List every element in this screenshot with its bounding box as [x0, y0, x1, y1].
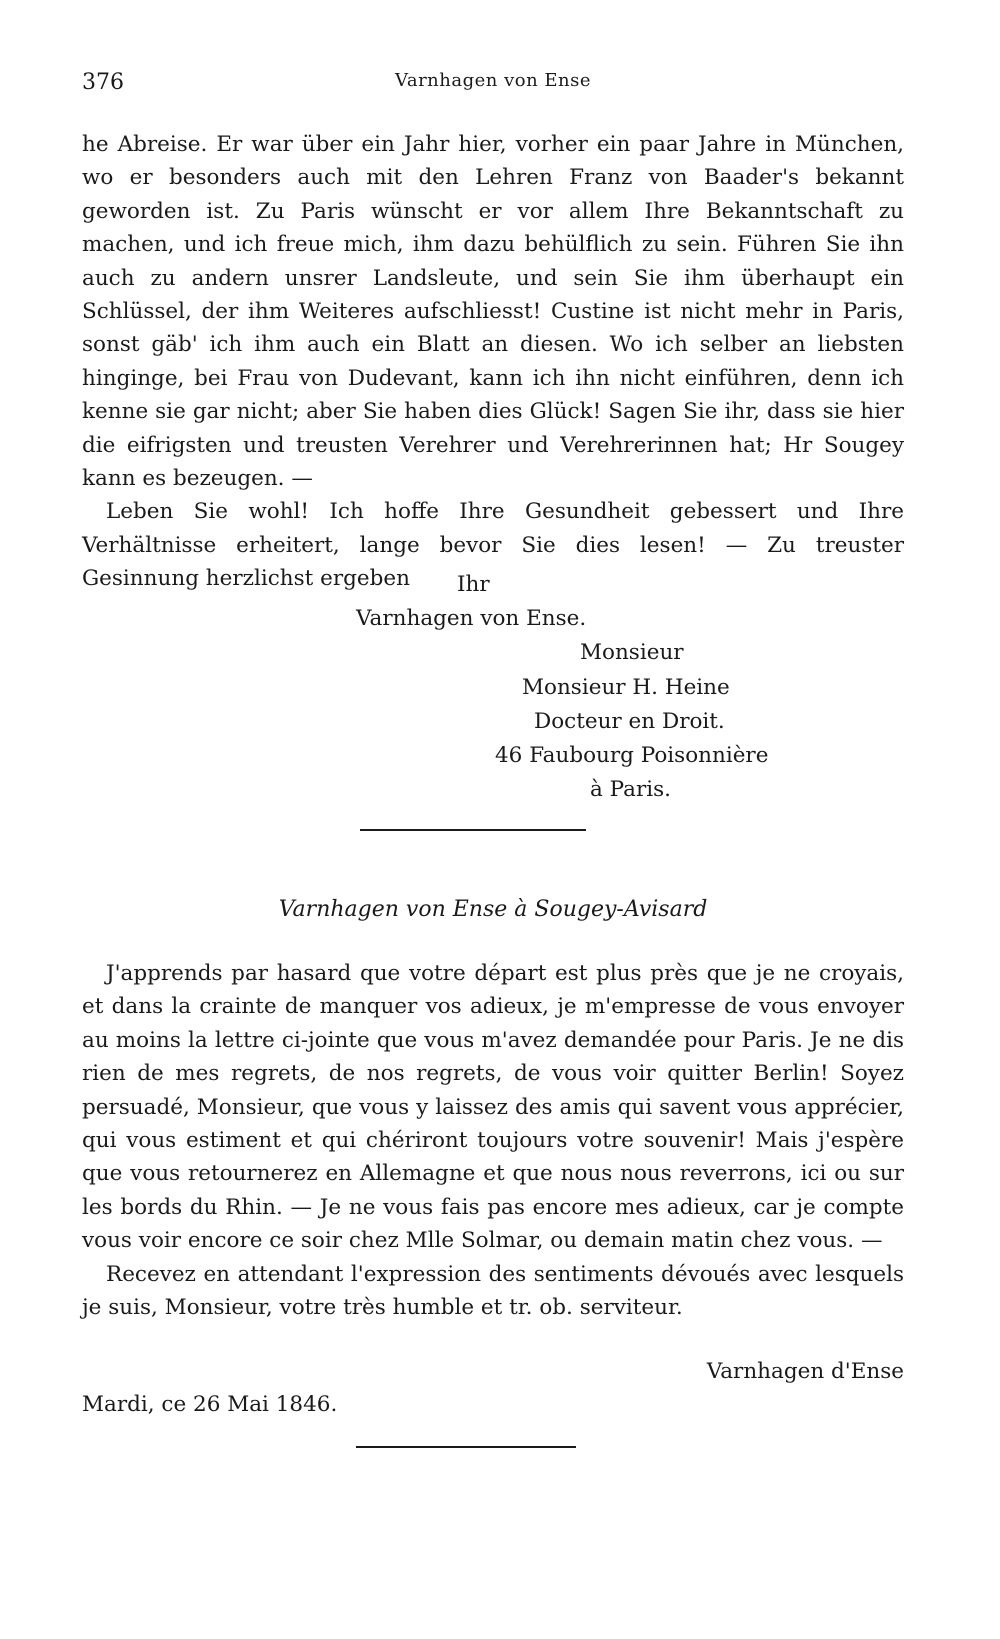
letter1-paragraph-1: he Abreise. Er war über ein Jahr hier, vorher ein paar Jahre in München, wo er besonders auch mit den Lehren Franz von Baader's bekannt geworden ist. Zu Paris wünscht er vor allem Ihre Bekanntschaft zu machen, und ich freue mich, ihm dazu behülflich zu sein. Führen Sie ihn auch zu andern unsrer Landsleute, und sein Sie ihm überhaupt ein Schlüssel, der ihm Weiteres aufschliesst! Custine ist nicht mehr in Paris, sonst gäb' ich ihm auch ein Blatt an diesen. Wo ich selber an liebsten hinginge, bei Frau von Dudevant, kann ich ihn nicht einführen, denn ich kenne sie gar nicht; aber Sie haben dies Glück! Sagen Sie ihr, dass sie hier die eifrigsten und treusten Verehrer und Verehrerinnen hat; Hr Sougey kann es bezeugen. —	[82, 132, 904, 492]
letter2-paragraph-1: J'apprends par hasard que votre départ est plus près que je ne croyais, et dans la crainte de manquer vos adieux, je m'empresse de vous envoyer au moins la lettre ci-jointe que vous m'avez demandée pour Paris. Je ne dis rien de mes regrets, de nos regrets, de vous voir quitter Berlin! Soyez persuadé, Monsieur, que vous y laissez des amis qui savent vous apprécier, qui vous estiment et qui chériront toujours votre souvenir! Mais j'espère que vous retournerez en Allemagne et que nous nous reverrons, ici ou sur les bords du Rhin. — Je ne vous fais pas encore mes adieux, car je compte vous voir encore ce soir chez Mlle Solmar, ou demain matin chez vous. —	[82, 961, 904, 1254]
section-divider-2	[356, 1446, 576, 1448]
letter1-paragraph-2: Leben Sie wohl! Ich hoffe Ihre Gesundheit gebessert und Ihre Verhältnisse erheitert, lange bevor Sie dies lesen! — Zu treuster Gesinnung herzlichst ergeben	[82, 499, 904, 592]
section-divider-1	[360, 829, 586, 831]
letter1-signature: Varnhagen von Ense.	[356, 606, 587, 631]
running-head	[82, 70, 904, 104]
letter1-closing: Ihr	[457, 572, 490, 597]
address-line-3: Docteur en Droit.	[534, 709, 725, 734]
address-line-2: Monsieur H. Heine	[522, 675, 730, 700]
address-line-1: Monsieur	[580, 640, 684, 665]
book-page	[82, 0, 904, 1639]
address-line-5: à Paris.	[590, 777, 671, 802]
letter2-body	[82, 957, 904, 1324]
letter2-paragraph-2: Recevez en attendant l'expression des sentiments dévoués avec lesquels je suis, Monsieur, votre très humble et tr. ob. serviteur.	[82, 1261, 904, 1321]
letter2-dateline: Mardi, ce 26 Mai 1846.	[82, 1392, 338, 1417]
letter2-heading: Varnhagen von Ense à Sougey-Avisard	[278, 897, 708, 922]
address-line-4: 46 Faubourg Poisonnière	[495, 743, 769, 768]
letter1-body	[82, 128, 904, 596]
page-number: 376	[82, 70, 124, 95]
running-title: Varnhagen von Ense	[394, 70, 592, 91]
letter2-signature: Varnhagen d'Ense	[706, 1359, 904, 1384]
